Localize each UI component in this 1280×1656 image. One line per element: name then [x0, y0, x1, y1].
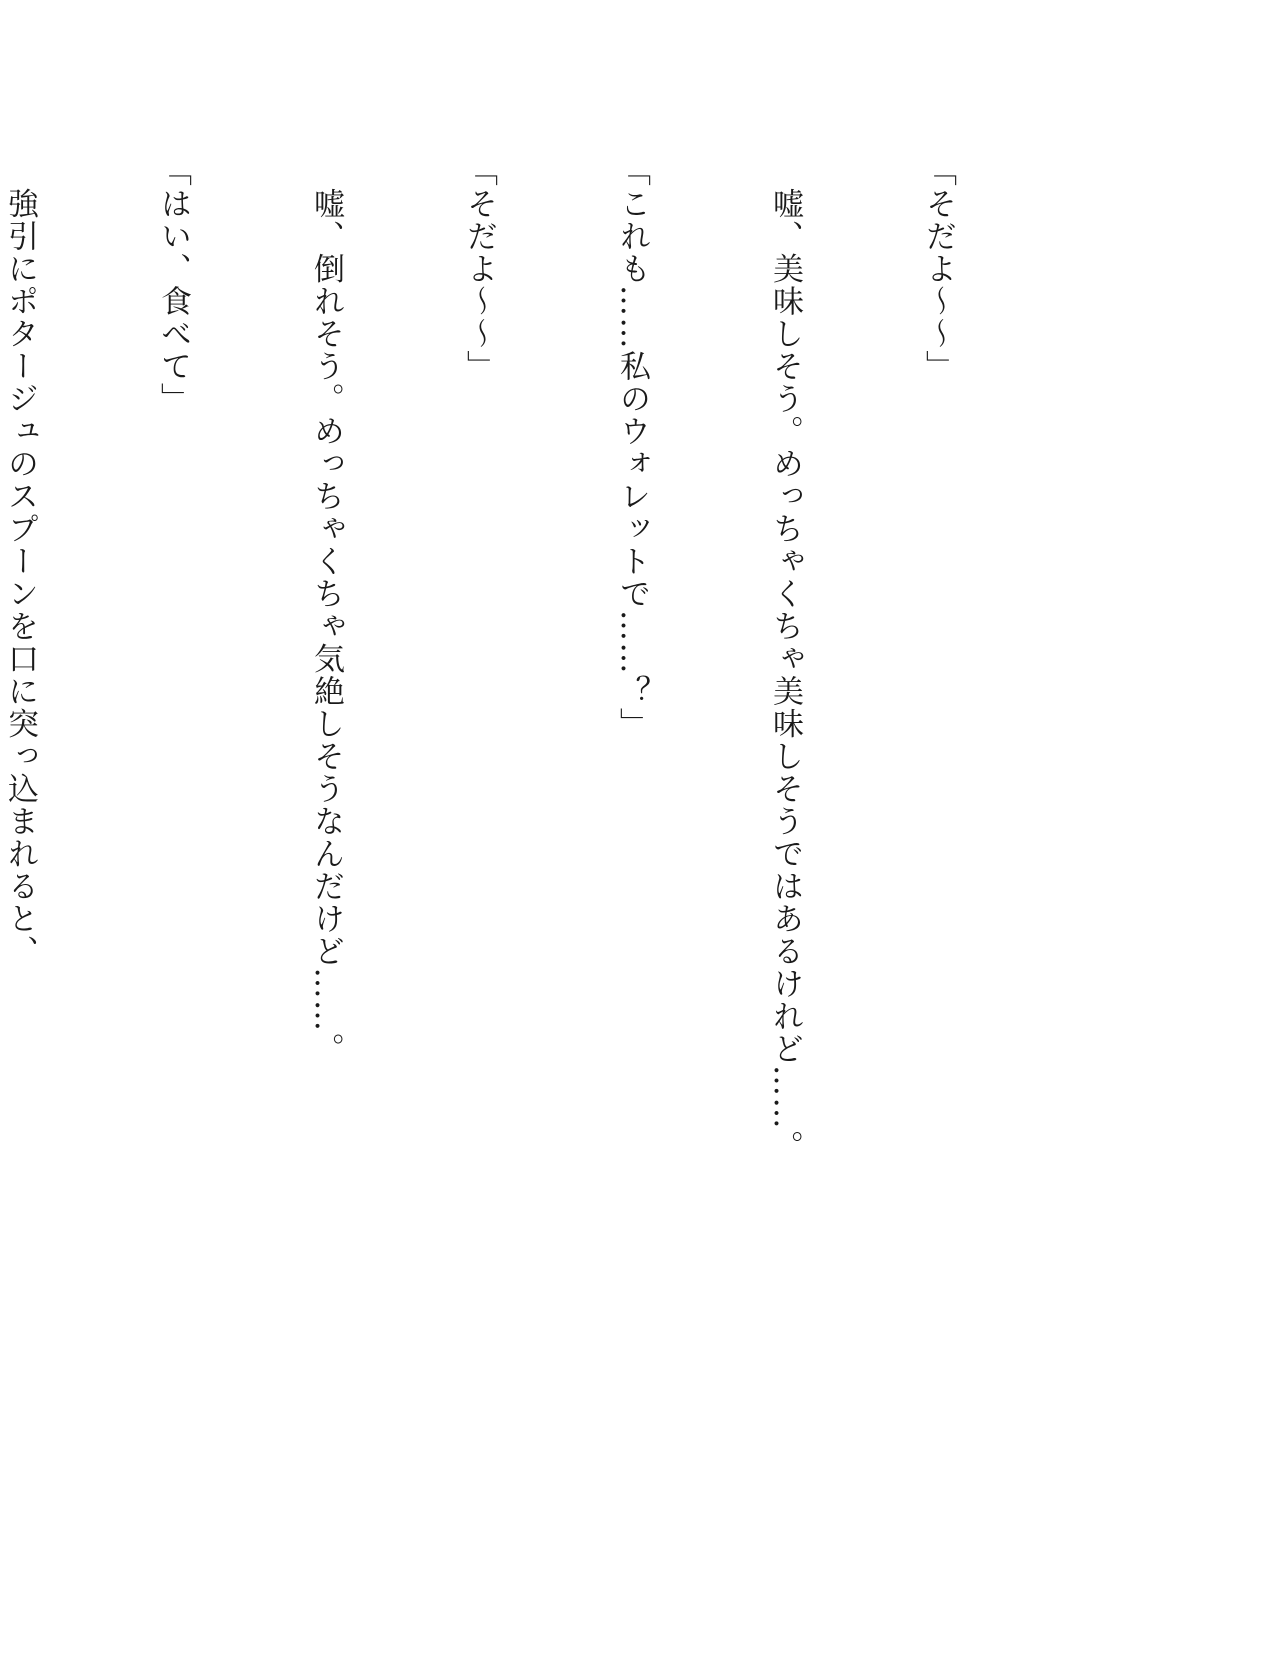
text-line: 嘘、倒れそう。めっちゃくちゃ気絶しそうなんだけど……。 [308, 155, 344, 1065]
text-line: 「そだよ〜〜」 [920, 155, 956, 383]
text-line: 強引にポタージュのスプーンを口に突っ込まれると、 [2, 155, 38, 968]
text-line: 「これも……私のウォレットで……？」 [614, 155, 650, 740]
text-line: 嘘、美味しそう。めっちゃくちゃ美味しそうではあるけれど……。 [767, 155, 803, 1163]
vertical-text-body [0, 155, 1065, 1535]
text-line: 「はい、食べて」 [155, 155, 191, 415]
text-line: 「そだよ〜〜」 [461, 155, 497, 383]
